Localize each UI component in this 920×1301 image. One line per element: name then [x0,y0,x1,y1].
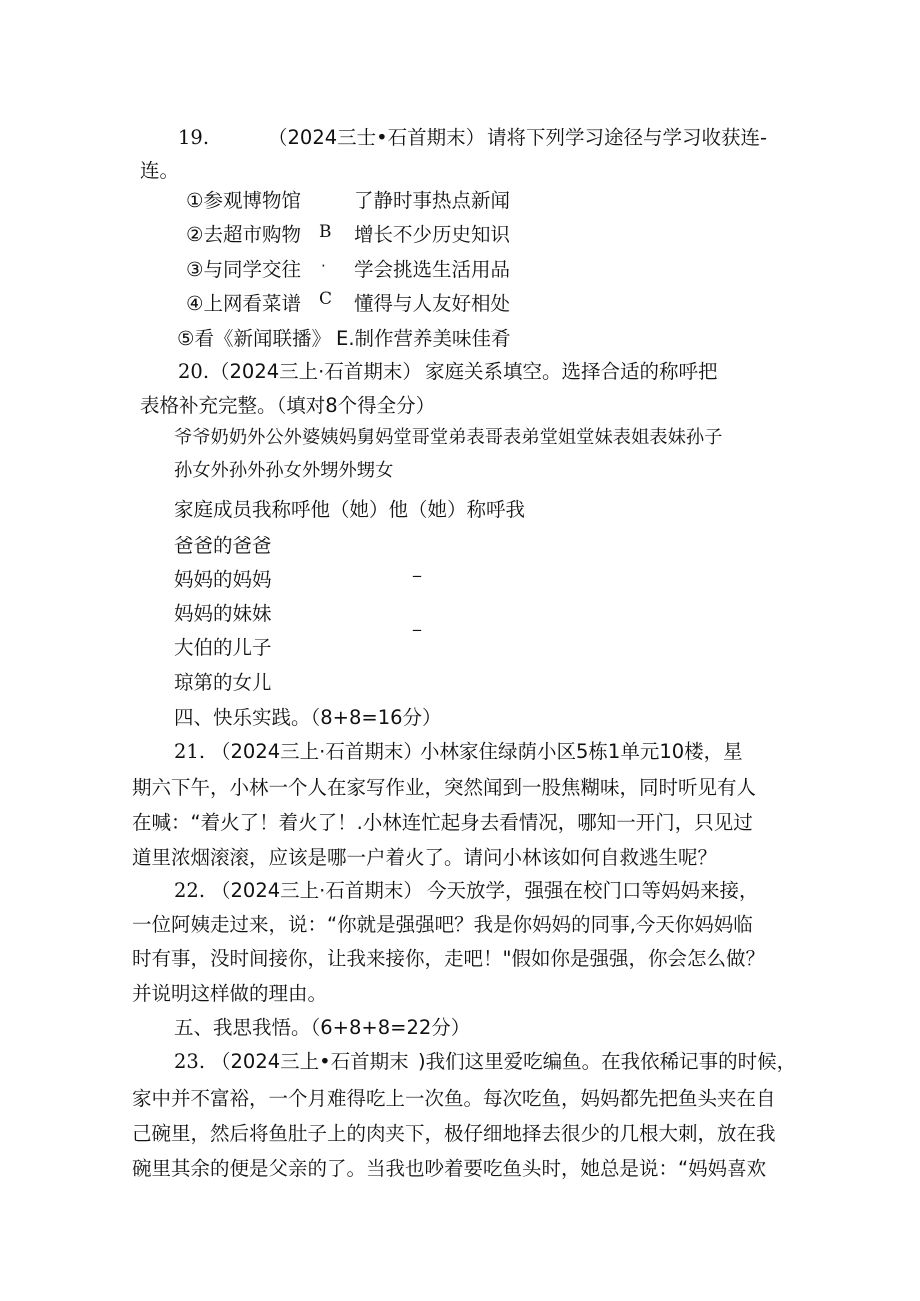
q19-left-item: ④上网看菜谱 [186,292,301,315]
q19-right-item: 学会挑选生活用品 [354,258,511,281]
q19-prompt: 请将下列学习途径与学习收获连- [487,126,768,149]
q21-text: 小林家住绿荫小区5栋1单元10楼，星 [420,740,743,763]
q23-number: 23. [174,1050,206,1073]
q19-marker-c: C [319,289,333,309]
q19-left-item: ⑤看《新闻联播》 [177,327,331,350]
q21-text: 在喊：“着火了！着火了！.小林连忙起身去看情况，哪知一开门，只见过 [132,811,753,834]
q23-text: )我们这里爱吃编鱼。在我依稀记事的时候， [418,1050,797,1073]
q21-source: （2024三上·石首期末） [211,740,423,763]
q23-text: 碗里其余的便是父亲的了。当我也吵着要吃鱼头时，她总是说：“妈妈喜欢 [132,1157,767,1180]
q22-source: （2024三上·石首期末） [211,879,423,902]
q21-number: 21. [174,740,206,763]
q23-text: 己碗里，然后将鱼肚子上的肉夹下，极仔细地择去很少的几根大刺，放在我 [132,1122,776,1145]
q22-text: 并说明这样做的理由。 [132,982,328,1005]
q19-left-item: ②去超市购物 [186,223,301,246]
q21-text: 期六下午，小林一个人在家写作业，突然闻到一股焦糊味，同时听见有人 [132,776,757,799]
q23-text: 家中并不富裕，一个月难得吃上一次鱼。每次吃鱼，妈妈都先把鱼头夹在自 [132,1087,776,1110]
q19-right-item: 增长不少历史知识 [354,223,511,246]
q21-text: 道里浓烟滚滚，应该是哪一户着火了。请问小林该如何自救逃生呢？ [132,846,718,869]
q19-source: （2024三士•石首期末） [268,126,486,149]
q22-text: 时有事，没时间接你，让我来接你，走吧！"假如你是强强，你会怎么做？ [132,947,765,970]
q22-text: 一位阿姨走过来，说：“你就是强强吧？我是你妈妈的同事,今天你妈妈临 [132,913,753,936]
q23-source: （2024三上•石首期末 [211,1050,409,1073]
q20-table-row: 琼第的女儿 [174,671,272,694]
q19-number: 19. [178,126,210,149]
q20-word-bank: 爷爷奶奶外公外婆姨妈舅妈堂哥堂弟表哥表弟堂姐堂妹表姐表妹孙子 [174,427,723,448]
q20-prompt: 家庭关系填空。选择合适的称呼把 [425,360,718,383]
q20-blank: _ [413,612,421,631]
q22-number: 22. [174,879,206,902]
q20-table-row: 爸爸的爸爸 [174,534,272,557]
q20-table-header: 家庭成员我称呼他（她）他（她）称呼我 [174,498,526,521]
q20-source: （2024三上·石首期末） [210,360,422,383]
q20-blank: _ [413,558,421,577]
q19-left-item: ③与同学交往 [186,258,301,281]
q20-table-row: 妈妈的妹妹 [174,602,272,625]
q20-table-row: 大伯的儿子 [174,636,272,659]
q20-number: 20. [178,360,210,383]
q20-prompt-cont: 表格补充完整。（填对8个得全分） [140,394,436,417]
q19-prompt-cont: 连。 [140,159,180,182]
q19-right-item: 懂得与人友好相处 [354,292,511,315]
q19-right-item: E.制作营养美味佳肴 [336,327,511,350]
q20-table-row: 妈妈的妈妈 [174,568,272,591]
q20-word-bank-cont: 孙女外孙外孙女外甥外甥女 [174,460,394,481]
q19-marker-b: B [319,222,332,242]
q22-text: 今天放学，强强在校门口等妈妈来接， [427,879,759,902]
q19-left-item: ①参观博物馆 [186,189,301,212]
section-4-title: 四、快乐实践。（8+8=16分） [174,706,442,729]
section-5-title: 五、我思我悟。（6+8+8=22分） [174,1016,471,1039]
q19-right-item: 了静时事热点新闻 [354,189,511,212]
q19-marker-dot: · [321,257,326,275]
